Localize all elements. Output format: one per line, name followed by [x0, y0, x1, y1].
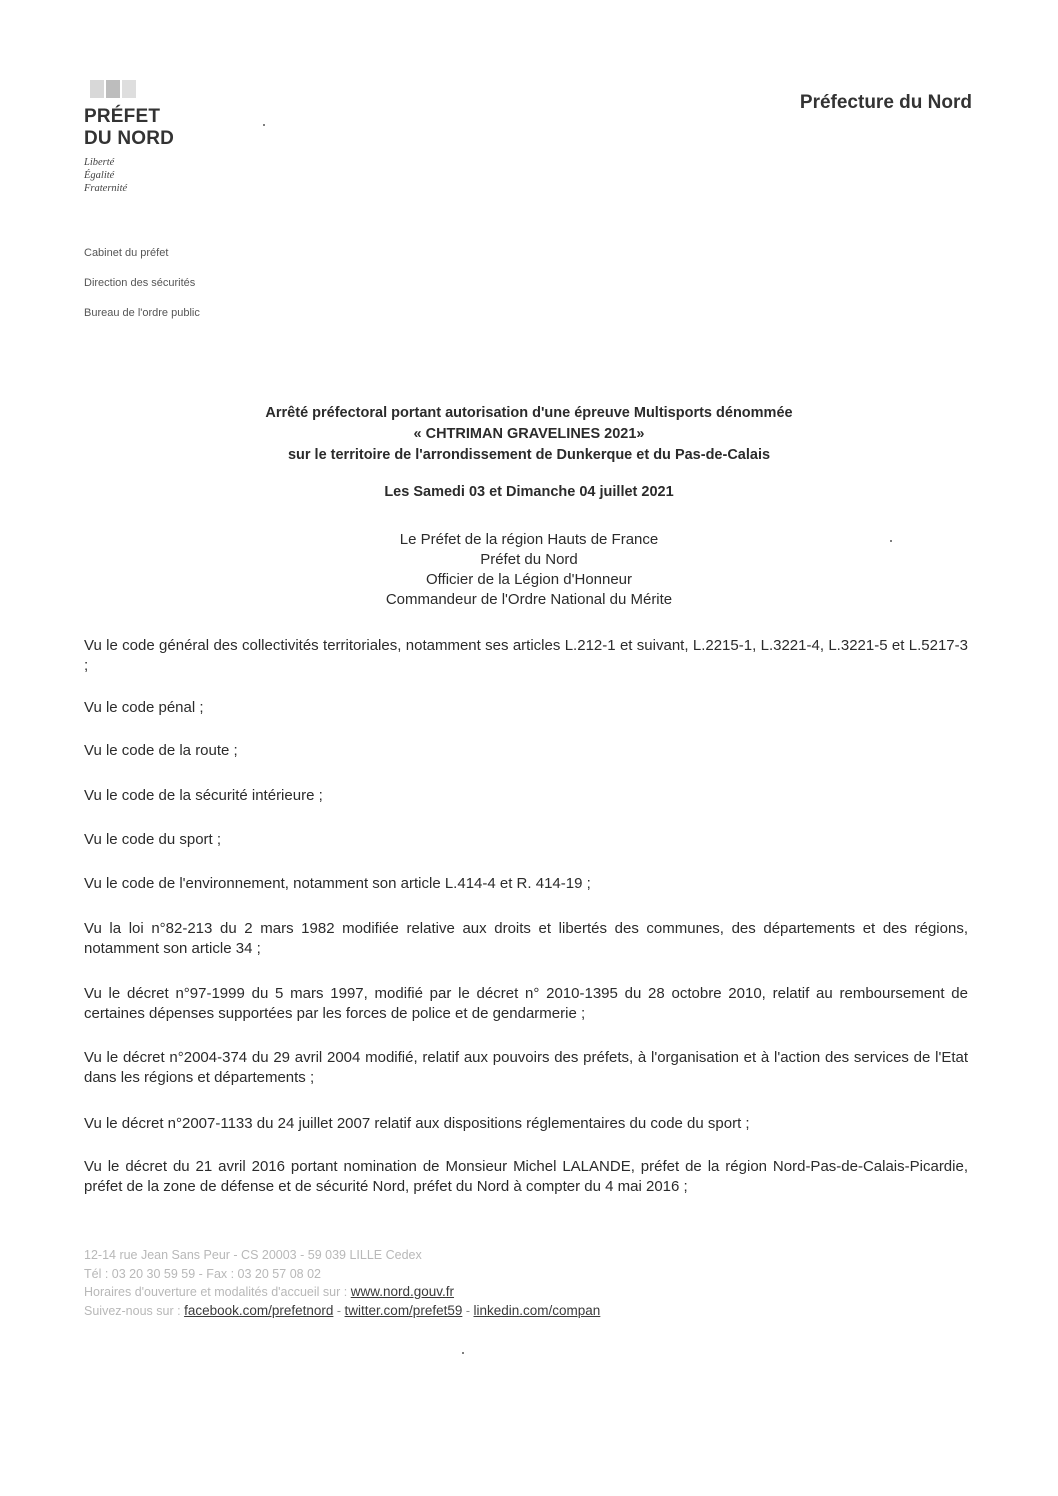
service-bureau: Bureau de l'ordre public — [84, 307, 200, 319]
visa-item: Vu le code de l'environnement, notamment son article L.414-4 et R. 414-19 ; — [84, 875, 591, 892]
motto-egalite: Égalité — [84, 170, 115, 181]
footer — [84, 1246, 600, 1320]
decree-title-line1: Arrêté préfectoral portant autorisation d'une épreuve Multisports dénommée — [265, 405, 793, 421]
logo-title-line1: PRÉFET — [84, 106, 161, 127]
prefecture-label: Préfecture du Nord — [799, 92, 972, 113]
scan-speck — [462, 1352, 464, 1354]
motto — [84, 156, 284, 195]
visa-item: Vu le code général des collectivités territoriales, notamment ses articles L.212-1 et suivant, L.2215-1, L.3221-4, L.3221-5 et L.5217-3 ; — [84, 637, 968, 674]
services-list — [84, 246, 200, 336]
visa-item: Vu le code pénal ; — [84, 699, 204, 716]
footer-hours-prefix: Horaires d'ouverture et modalités d'accueil sur : — [84, 1285, 348, 1299]
visa-item: Vu le code du sport ; — [84, 831, 222, 848]
event-dates: Les Samedi 03 et Dimanche 04 juillet 2021 — [384, 484, 674, 500]
prefet-titles — [0, 530, 1058, 610]
twitter-link[interactable]: twitter.com/prefet59 — [344, 1302, 463, 1318]
facebook-link[interactable]: facebook.com/prefetnord — [184, 1302, 334, 1318]
prefet-title-line3: Officier de la Légion d'Honneur — [425, 571, 633, 588]
decree-title — [0, 403, 1058, 466]
linkedin-link[interactable]: linkedin.com/compan — [473, 1302, 601, 1318]
decree-title-line3: sur le territoire de l'arrondissement de Dunkerque et du Pas-de-Calais — [287, 447, 771, 463]
motto-fraternite: Fraternité — [84, 183, 128, 194]
prefet-title-line4: Commandeur de l'Ordre National du Mérite — [385, 591, 673, 608]
service-direction: Direction des sécurités — [84, 277, 196, 289]
service-cabinet: Cabinet du préfet — [84, 247, 169, 259]
footer-phone: Tél : 03 20 30 59 59 - Fax : 03 20 57 08 02 — [84, 1266, 321, 1281]
website-link[interactable]: www.nord.gouv.fr — [350, 1284, 455, 1299]
visa-item: Vu le code de la route ; — [84, 742, 238, 759]
visa-item: Vu le décret n°2004-374 du 29 avril 2004 modifié, relatif aux pouvoirs des préfets, à l'organisation et à l'action des services de l'Etat dans les régions et départements ; — [84, 1049, 968, 1086]
logo-title-line2: DU NORD — [84, 128, 175, 149]
footer-hours — [84, 1283, 600, 1302]
prefet-title-line2: Préfet du Nord — [480, 551, 578, 568]
decree-title-line2: « CHTRIMAN GRAVELINES 2021» — [413, 426, 645, 442]
motto-liberte: Liberté — [84, 157, 115, 168]
prefet-title-line1: Le Préfet de la région Hauts de France — [399, 531, 659, 548]
scan-speck — [890, 540, 892, 542]
visa-item: Vu la loi n°82-213 du 2 mars 1982 modifiée relative aux droits et libertés des communes, des départements et des régions, notamment son article 34 ; — [84, 920, 968, 957]
visa-item: Vu le code de la sécurité intérieure ; — [84, 787, 323, 804]
prefet-logo — [84, 78, 284, 195]
footer-address: 12-14 rue Jean Sans Peur - CS 20003 - 59 039 LILLE Cedex — [84, 1248, 422, 1262]
marianne-logo-icon — [84, 78, 144, 100]
visa-item: Vu le décret n°97-1999 du 5 mars 1997, modifié par le décret n° 2010-1395 du 28 octobre 2010, relatif au remboursement de certaines dépenses supportées par les forces de police et de gendarmerie ; — [84, 985, 968, 1022]
visa-item: Vu le décret du 21 avril 2016 portant nomination de Monsieur Michel LALANDE, préfet de la région Nord-Pas-de-Calais-Picardie, préfet de la zone de défense et de sécurité Nord, préfet du Nord à compter du 4 mai 2016 ; — [84, 1158, 968, 1195]
scan-speck — [263, 124, 265, 126]
footer-follow-prefix: Suivez-nous sur : — [84, 1303, 181, 1318]
visa-item: Vu le décret n°2007-1133 du 24 juillet 2007 relatif aux dispositions réglementaires du code du sport ; — [84, 1115, 750, 1132]
footer-social: Suivez-nous sur : facebook.com/prefetnord - twitter.com/prefet59 - linkedin.com/compan — [84, 1302, 601, 1318]
